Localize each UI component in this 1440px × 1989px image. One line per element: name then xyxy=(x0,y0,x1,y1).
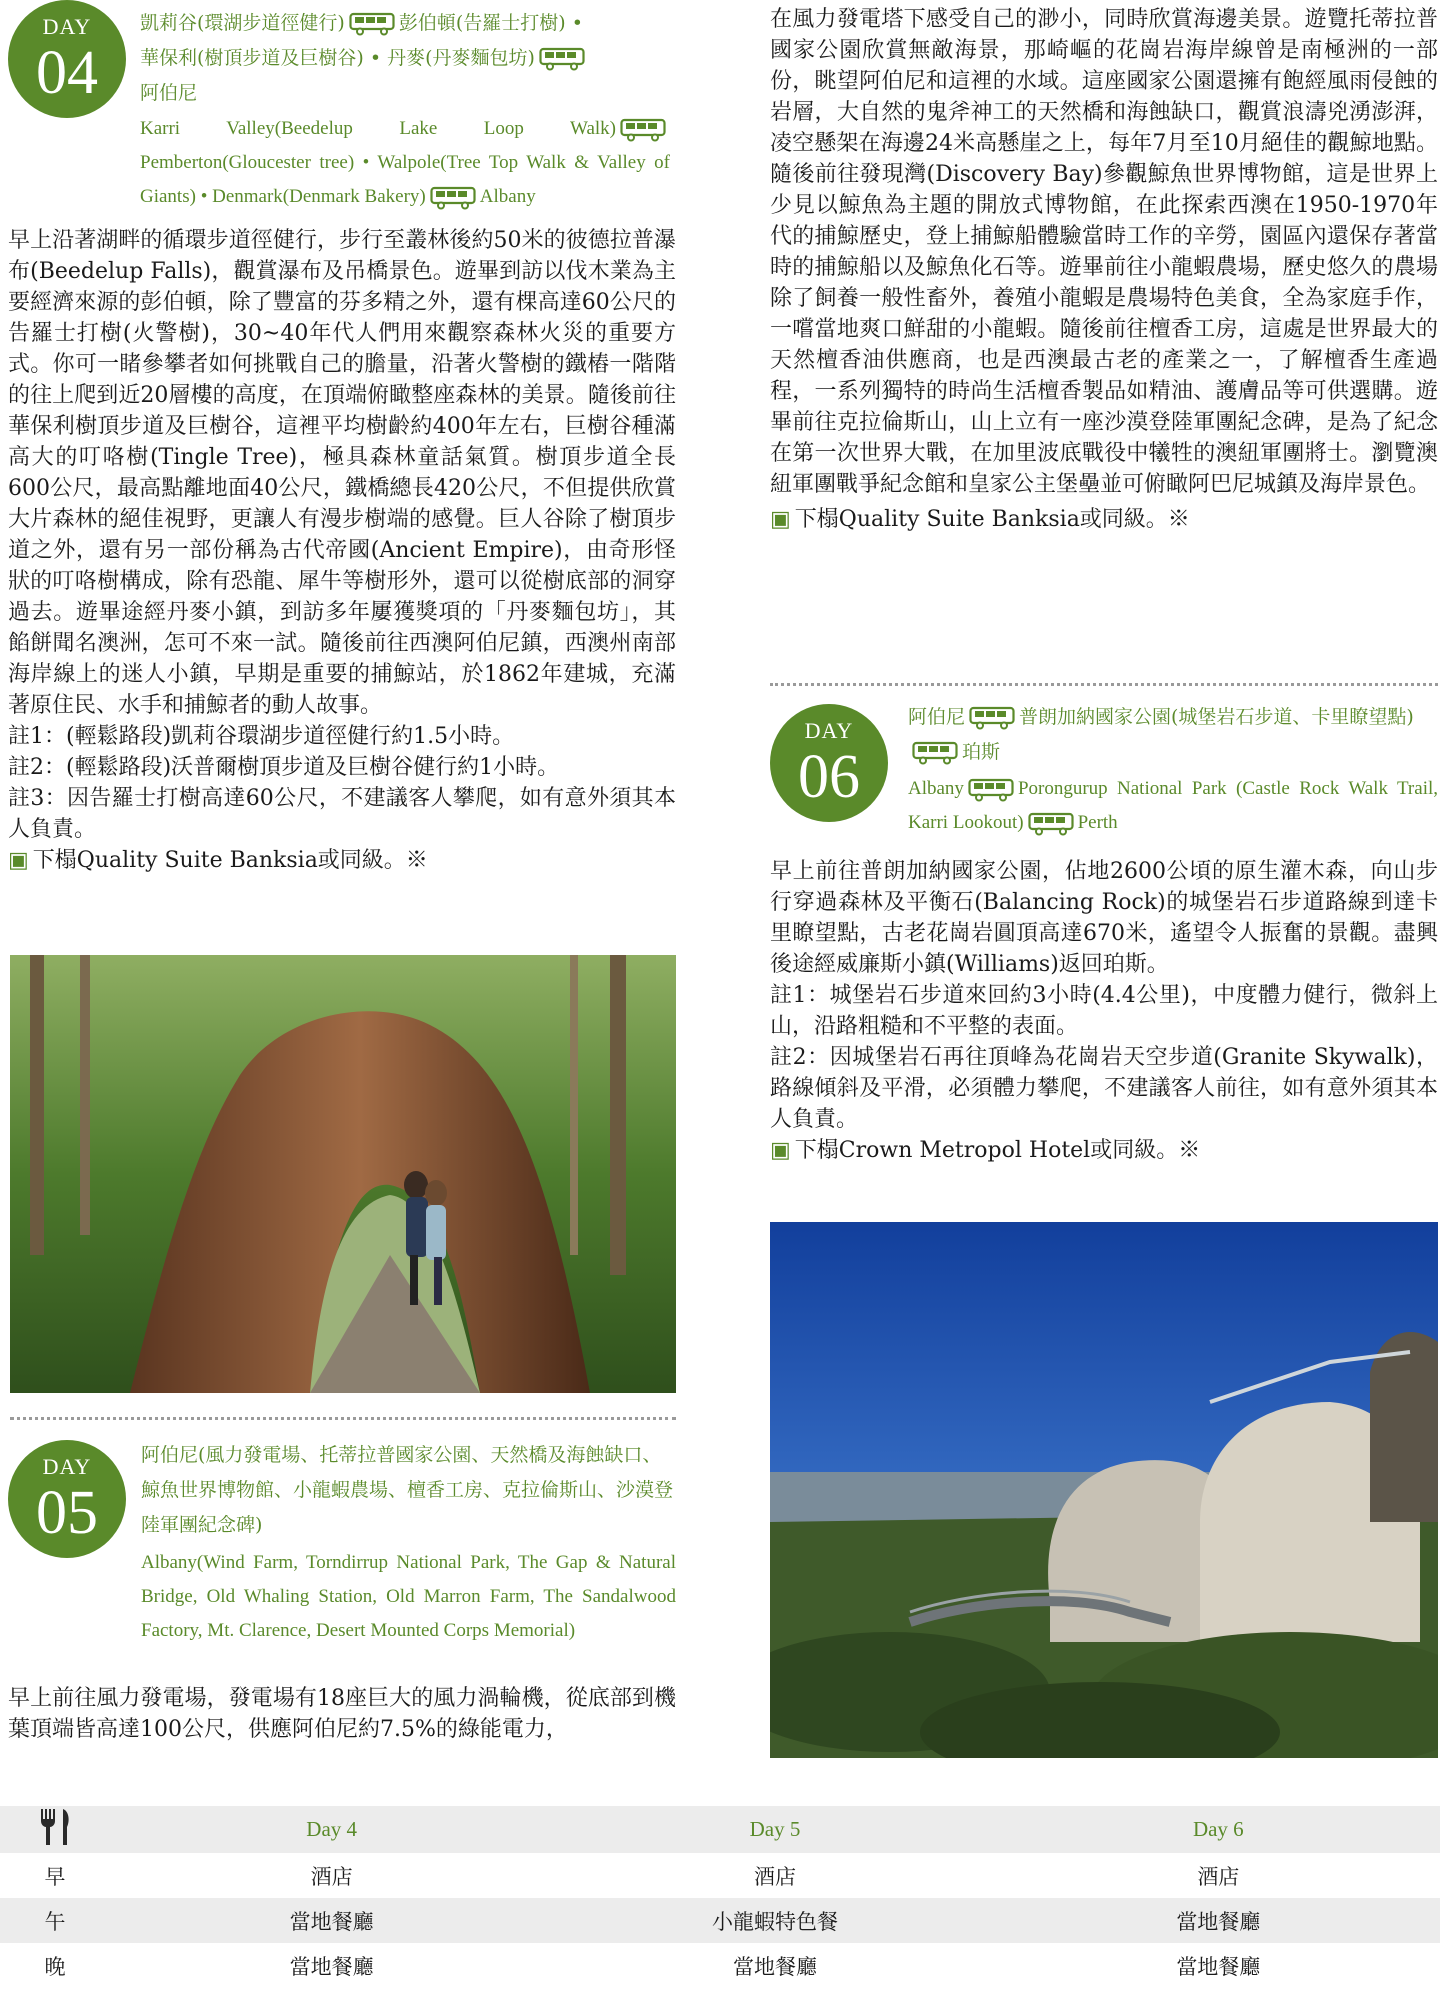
meal-cell: 酒店 xyxy=(753,1864,796,1889)
section-divider xyxy=(770,683,1438,686)
day06-body xyxy=(770,856,1438,1166)
day04-badge-label: DAY xyxy=(42,14,92,39)
day05-body-left xyxy=(8,1683,676,1745)
route-stop: 彭伯頓(告羅士打樹) xyxy=(398,12,566,34)
day04-body xyxy=(8,225,676,876)
meal-cell: 當地餐廳 xyxy=(1176,1954,1261,1979)
bus-icon xyxy=(912,741,958,765)
route-stop: 阿伯尼(風力發電場、托蒂拉普國家公園、天然橋及海蝕缺口、鯨魚世界博物館、小龍蝦農場、檀香工房、克拉倫斯山、沙漠登陸軍團紀念碑) xyxy=(141,1444,674,1536)
route-stop-en: Pemberton(Gloucester tree) xyxy=(140,152,355,173)
meal-cell: 酒店 xyxy=(310,1864,353,1889)
day05-badge-label: DAY xyxy=(42,1454,92,1479)
meal-cell: 當地餐廳 xyxy=(289,1954,374,1979)
left-column xyxy=(8,0,676,876)
bus-icon xyxy=(620,118,666,142)
tree-arch-illustration xyxy=(10,955,676,1393)
meal-cell: 小龍蝦特色餐 xyxy=(711,1909,838,1934)
meal-row-breakfast xyxy=(0,1853,1440,1898)
meal-header-day4: Day 4 xyxy=(306,1817,358,1841)
route-stop: 阿伯尼 xyxy=(908,706,966,728)
day05-route-zh xyxy=(141,1438,676,1543)
meal-row-dinner xyxy=(0,1943,1440,1988)
meal-cell: 當地餐廳 xyxy=(289,1909,374,1934)
cutlery-icon xyxy=(0,1807,110,1853)
route-stop-en: Albany xyxy=(479,186,536,207)
day05-hotel xyxy=(770,504,1438,535)
bus-icon xyxy=(1028,812,1074,836)
route-stop: 阿伯尼 xyxy=(140,82,198,104)
day06-route-zh xyxy=(908,700,1438,770)
hotel-icon: ▣ xyxy=(8,848,29,873)
route-stop-en: Albany(Wind Farm, Torndirrup National Park, The Gap & Natural Bridge, Old Whaling Station, Old Marron Farm, The Sandalwood Factory, Mt. Clarence, Desert Mounted Corps Memorial) xyxy=(141,1552,676,1641)
section-divider xyxy=(10,1417,676,1420)
day04-hotel xyxy=(8,845,676,876)
day05-header xyxy=(8,1438,676,1678)
day04-note-3: 註3：因告羅士打樹高達60公尺，不建議客人攀爬，如有意外須其本人負責。 xyxy=(8,786,676,842)
bus-icon xyxy=(969,706,1015,730)
route-stop-en: Porongurup National Park (Castle Rock Walk Trail, Karri Lookout) xyxy=(908,778,1438,833)
day05-description-part1: 早上前往風力發電場，發電場有18座巨大的風力渦輪機，從底部到機葉頂端皆高達100公尺，供應阿伯尼約7.5%的綠能電力， xyxy=(8,1686,676,1742)
granite-skywalk-illustration xyxy=(770,1222,1438,1758)
day05-description-part2: 在風力發電塔下感受自己的渺小，同時欣賞海邊美景。遊覽托蒂拉普國家公園欣賞無敵海景，那崎嶇的花崗岩海岸線曾是南極洲的一部份，眺望阿伯尼和這裡的水域。這座國家公園還擁有飽經風雨侵蝕的岩層，大自然的鬼斧神工的天然橋和海蝕缺口，觀賞浪濤兇湧澎湃，凌空懸架在海邊24米高懸崖之上，每年7月至10月絕佳的觀鯨地點。隨後前往發現灣(Discovery Bay)參觀鯨魚世界博物館，這是世界上少見以鯨魚為主題的開放式博物館，在此探索西澳在1950-1970年代的捕鯨歷史，登上捕鯨船體驗當時工作的辛勞，園區內還保存著當時的捕鯨船以及鯨魚化石等。遊畢前往小龍蝦農場，歷史悠久的農場除了飼養一般性畜外，養殖小龍蝦是農場特色美食，全為家庭手作，一嚐當地爽口鮮甜的小龍蝦。隨後前往檀香工房，這處是世界最大的天然檀香油供應商，也是西澳最古老的產業之一，了解檀香生產過程，一系列獨特的時尚生活檀香製品如精油、護膚品等可供選購。遊畢前往克拉倫斯山，山上立有一座沙漠登陸軍團紀念碑，是為了紀念在第一次世界大戰，在加里波底戰役中犧牲的澳紐軍團將士。瀏覽澳紐軍團戰爭紀念館和皇家公主堡壘並可俯瞰阿巴尼城鎮及海岸景色。 xyxy=(770,7,1438,497)
meal-cell: 當地餐廳 xyxy=(732,1954,817,1979)
day05-badge-number: 05 xyxy=(36,1479,98,1547)
meal-table xyxy=(0,1806,1440,1988)
day04-route-en: Karri Valley(Beedelup Lake Loop Walk) Pemberton(Gloucester tree) • Walpole(Tree Top Walk & Valley of Giants) • Denmark(Denmark Bakery) Albany xyxy=(140,112,670,214)
day04-badge-number: 04 xyxy=(36,39,98,107)
bus-icon xyxy=(430,186,476,210)
day06-badge xyxy=(770,704,888,822)
day04-hotel-text: 下榻Quality Suite Banksia或同級。※ xyxy=(32,848,428,873)
bus-icon xyxy=(349,12,395,36)
day06-description: 早上前往普朗加納國家公園，佔地2600公頃的原生灌木森，向山步行穿過森林及平衡石(Balancing Rock)的城堡岩石步道路線到達卡里瞭望點，古老花崗岩圓頂高達670米，遙望令人振奮的景觀。盡興後途經威廉斯小鎮(Williams)返回珀斯。 xyxy=(770,859,1438,977)
meal-row-lunch xyxy=(0,1898,1440,1943)
day04-note-2: 註2：(輕鬆路段)沃普爾樹頂步道及巨樹谷健行約1小時。 xyxy=(8,755,560,780)
day06-hotel-text: 下榻Crown Metropol Hotel或同級。※ xyxy=(794,1138,1201,1163)
day04-note-1: 註1：(輕鬆路段)凱莉谷環湖步道徑健行約1.5小時。 xyxy=(8,724,515,749)
route-stop: 普朗加納國家公園(城堡岩石步道、卡里瞭望點) xyxy=(1019,706,1414,728)
route-stop-en: Walpole(Tree Top Walk & Valley of Giants) xyxy=(140,152,670,207)
meal-table-header xyxy=(0,1806,1440,1853)
day04-photo-tree-arch xyxy=(10,955,676,1393)
day05-body-right xyxy=(770,4,1438,535)
day05-hotel-text: 下榻Quality Suite Banksia或同級。※ xyxy=(794,507,1190,532)
meal-label: 早 xyxy=(44,1864,66,1889)
day05-badge xyxy=(8,1440,126,1558)
bus-icon xyxy=(539,47,585,71)
hotel-icon: ▣ xyxy=(770,507,791,532)
meal-label: 晚 xyxy=(44,1954,66,1979)
day06-note-1: 註1：城堡岩石步道來回約3小時(4.4公里)，中度體力健行，微斜上山，沿路粗糙和不平整的表面。 xyxy=(770,983,1438,1039)
day04-header xyxy=(8,0,676,225)
day04-badge xyxy=(8,0,126,118)
meal-cell: 酒店 xyxy=(1197,1864,1240,1889)
day06-route-en xyxy=(908,772,1438,840)
route-stop-en: Denmark(Denmark Bakery) xyxy=(212,186,426,207)
route-stop: 珀斯 xyxy=(962,741,1001,763)
meal-label: 午 xyxy=(44,1909,66,1934)
day06-badge-label: DAY xyxy=(804,718,854,743)
route-stop: 丹麥(丹麥麵包坊) xyxy=(387,47,535,69)
bus-icon xyxy=(968,778,1014,802)
route-stop: 凱莉谷(環湖步道徑健行) xyxy=(140,12,345,34)
route-stop-en: Albany xyxy=(908,778,964,799)
day06-note-2: 註2：因城堡岩石再往頂峰為花崗岩天空步道(Granite Skywalk)，路線傾斜及平滑，必須體力攀爬，不建議客人前往，如有意外須其本人負責。 xyxy=(770,1045,1438,1132)
meal-header-day6: Day 6 xyxy=(1192,1817,1244,1841)
hotel-icon: ▣ xyxy=(770,1138,791,1163)
day05-route-en xyxy=(141,1546,676,1648)
day06-badge-number: 06 xyxy=(798,743,860,811)
route-stop: 華保利(樹頂步道及巨樹谷) xyxy=(140,47,364,69)
day06-hotel xyxy=(770,1135,1438,1166)
route-stop-en: Perth xyxy=(1077,812,1118,833)
day06-header xyxy=(770,700,1440,840)
day06-photo-granite-skywalk xyxy=(770,1222,1438,1758)
meal-cell: 當地餐廳 xyxy=(1176,1909,1261,1934)
day04-route-zh: 凱莉谷(環湖步道徑健行) 彭伯頓(告羅士打樹) • 華保利(樹頂步道及巨樹谷) • 丹麥(丹麥麵包坊) 阿伯尼 xyxy=(140,6,680,111)
route-stop-en: Karri Valley(Beedelup Lake Loop Walk) xyxy=(140,118,616,139)
day04-description: 早上沿著湖畔的循環步道徑健行，步行至叢林後約50米的彼德拉普瀑布(Beedelup Falls)，觀賞瀑布及吊橋景色。遊畢到訪以伐木業為主要經濟來源的彭伯頓，除了豐富的芬多精之外，還有棵高達60公尺的告羅士打樹(火警樹)，30~40年代人們用來觀察森林火災的重要方式。你可一睹參攀者如何挑戰自己的膽量，沿著火警樹的鐵樁一階階的往上爬到近20層樓的高度，在頂端俯瞰整座森林的美景。隨後前往華保利樹頂步道及巨樹谷，這裡平均樹齡約400年左右，巨樹谷種滿高大的叮咯樹(Tingle Tree)，極具森林童話氣質。樹頂步道全長600公尺，最高點離地面40公尺，鐵橋總長420公尺，不但提供欣賞大片森林的絕佳視野，更讓人有漫步樹端的感覺。巨人谷除了樹頂步道之外，還有另一部份稱為古代帝國(Ancient Empire)，由奇形怪狀的叮咯樹構成，除有恐龍、犀牛等樹形外，還可以從樹底部的洞穿過去。遊畢途經丹麥小鎮，到訪多年屢獲獎項的「丹麥麵包坊」，其餡餅聞名澳洲，怎可不來一試。隨後前往西澳阿伯尼鎮，西澳州南部海岸線上的迷人小鎮，早期是重要的捕鯨站，於1862年建城，充滿著原住民、水手和捕鯨者的動人故事。 xyxy=(8,228,676,718)
meal-header-day5: Day 5 xyxy=(749,1817,801,1841)
